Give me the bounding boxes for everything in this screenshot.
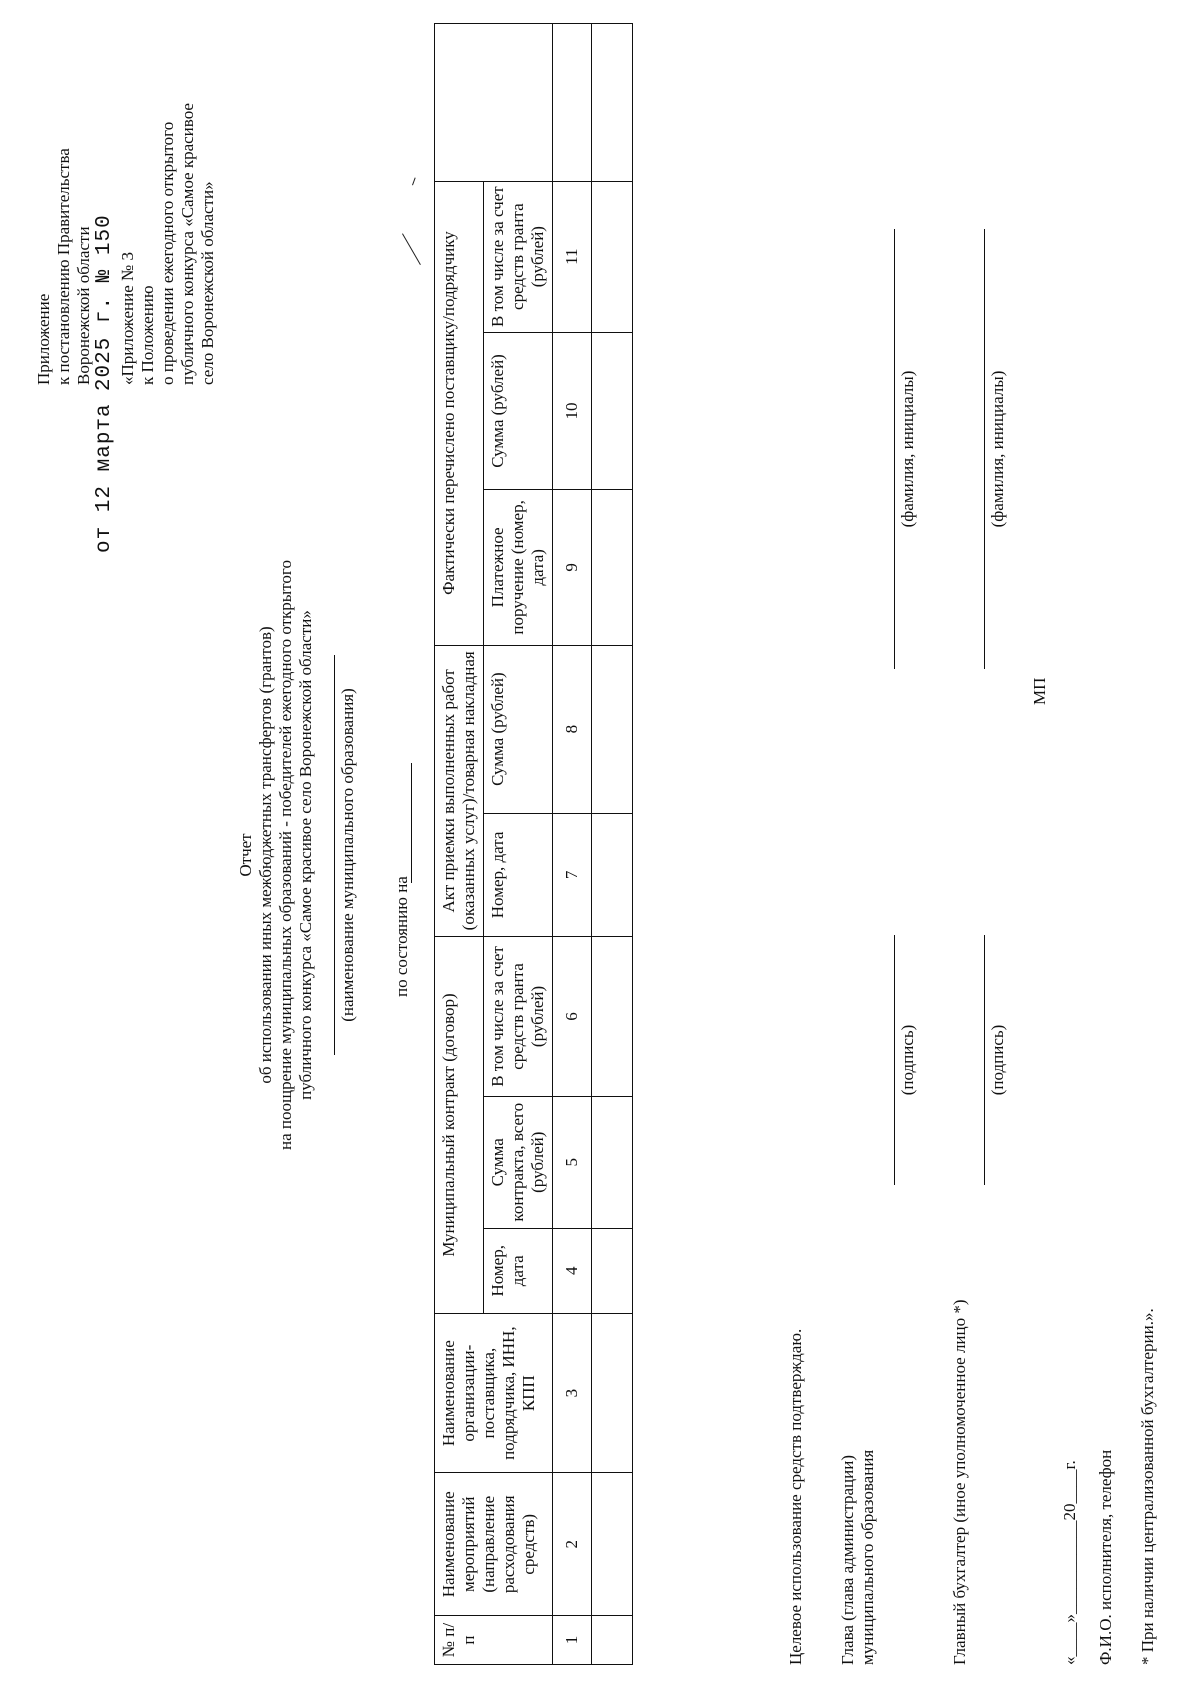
title-line: Отчет (236, 833, 255, 877)
title-line: публичного конкурса «Самое красивое село Воронежской области» (296, 610, 315, 1100)
header-cell-contract: Муниципальный контракт (договор) (435, 937, 484, 1314)
appendix-block (34, 103, 218, 553)
head-title (838, 1450, 878, 1665)
pen-mark (402, 233, 421, 265)
accountant-name-line (984, 229, 985, 669)
executor-line: Ф.И.О. исполнителя, телефон (1096, 1449, 1115, 1665)
subheader-contract-grant: В том числе за счет средств гранта (рублей) (484, 937, 553, 1097)
head-signature-line (894, 935, 895, 1185)
head-name-caption: (фамилия, инициалы) (898, 370, 917, 528)
report-table (434, 23, 633, 1665)
subheader-payment-order: Платежное поручение (номер, дата) (484, 490, 553, 645)
accountant-signature-line (984, 935, 985, 1185)
subheader-act-number: Номер, дата (484, 813, 553, 936)
appendix-line: о проведении ежегодного открытого (158, 121, 177, 385)
head-signature-caption: (подпись) (898, 1024, 917, 1096)
confirmation-text: Целевое использование средств подтверждаю. (786, 1328, 805, 1665)
head-name-line (894, 229, 895, 669)
column-number-cell: 4 (553, 1228, 592, 1313)
footnote: * При наличии централизованной бухгалтерии.». (1138, 1308, 1157, 1665)
decree-date: от 12 марта (93, 403, 116, 553)
accountant-signature-caption: (подпись) (988, 1024, 1007, 1096)
table-header-row (435, 24, 484, 1665)
header-cell-number: № п/п (435, 1616, 553, 1665)
column-number-cell: 6 (553, 937, 592, 1097)
seal-placeholder: МП (1030, 677, 1049, 705)
report-date-line: «____»___________20____г. (1060, 1460, 1079, 1665)
subheader-contract-sum: Сумма контракта, всего (рублей) (484, 1096, 553, 1228)
municipality-caption: (наименование муниципального образования) (338, 688, 357, 1022)
appendix-line: публичного конкурса «Самое красивое (178, 103, 197, 385)
accountant-name-caption: (фамилия, инициалы) (988, 370, 1007, 528)
as-of-label: по состоянию на (392, 876, 411, 997)
column-number-cell: 3 (553, 1313, 592, 1473)
accountant-title: Главный бухгалтер (иное уполномоченное лицо *) (950, 1299, 969, 1665)
subheader-act-sum: Сумма (рублей) (484, 645, 553, 813)
column-number-cell: 10 (553, 332, 592, 489)
header-cell-events: Наименование мероприятий (направление расходования средств) (435, 1473, 553, 1616)
as-of-line (411, 763, 412, 883)
column-number-cell: 2 (553, 1473, 592, 1616)
table-column-numbers-row (553, 24, 592, 1665)
column-number-cell: 5 (553, 1096, 592, 1228)
head-title-line: муниципального образования (858, 1449, 877, 1665)
title-line: на поощрение муниципальных образований - победителей ежегодного открытого (276, 560, 295, 1150)
municipality-line (334, 655, 335, 1055)
appendix-line: к Положению (138, 285, 157, 385)
subheader-paid-grant: В том числе за счет средств гранта (рублей) (484, 181, 553, 332)
column-number-cell: 1 (553, 1616, 592, 1665)
header-cell-organization: Наименование организации-поставщика, подрядчика, ИНН, КПП (435, 1313, 553, 1473)
appendix-line: «Приложение № 3 (118, 252, 137, 385)
column-number-cell: 9 (553, 490, 592, 645)
appendix-line: Приложение (34, 293, 53, 385)
header-cell-empty (435, 24, 553, 182)
appendix-line: Воронежской области (74, 226, 93, 385)
column-number-cell: 8 (553, 645, 592, 813)
column-number-cell: 11 (553, 181, 592, 332)
pen-mark (412, 177, 416, 185)
head-title-line: Глава (глава администрации) (838, 1454, 857, 1665)
subheader-contract-number: Номер, дата (484, 1228, 553, 1313)
column-number-cell-empty (553, 24, 592, 182)
report-title (236, 425, 316, 1285)
subheader-paid-sum: Сумма (рублей) (484, 332, 553, 489)
title-line: об использовании иных межбюджетных трансфертов (грантов) (256, 626, 275, 1084)
header-cell-paid: Фактически перечислено поставщику/подрядчику (435, 181, 484, 645)
decree-number: 2025 г. № 150 (93, 214, 116, 392)
header-cell-act: Акт приемки выполненных работ (оказанных услуг)/товарная накладная (435, 645, 484, 937)
appendix-line: к постановлению Правительства (54, 148, 73, 385)
table-row (592, 24, 633, 1665)
column-number-cell: 7 (553, 813, 592, 936)
appendix-line: село Воронежской области» (198, 181, 217, 385)
appendix-stamp-line (94, 103, 118, 553)
